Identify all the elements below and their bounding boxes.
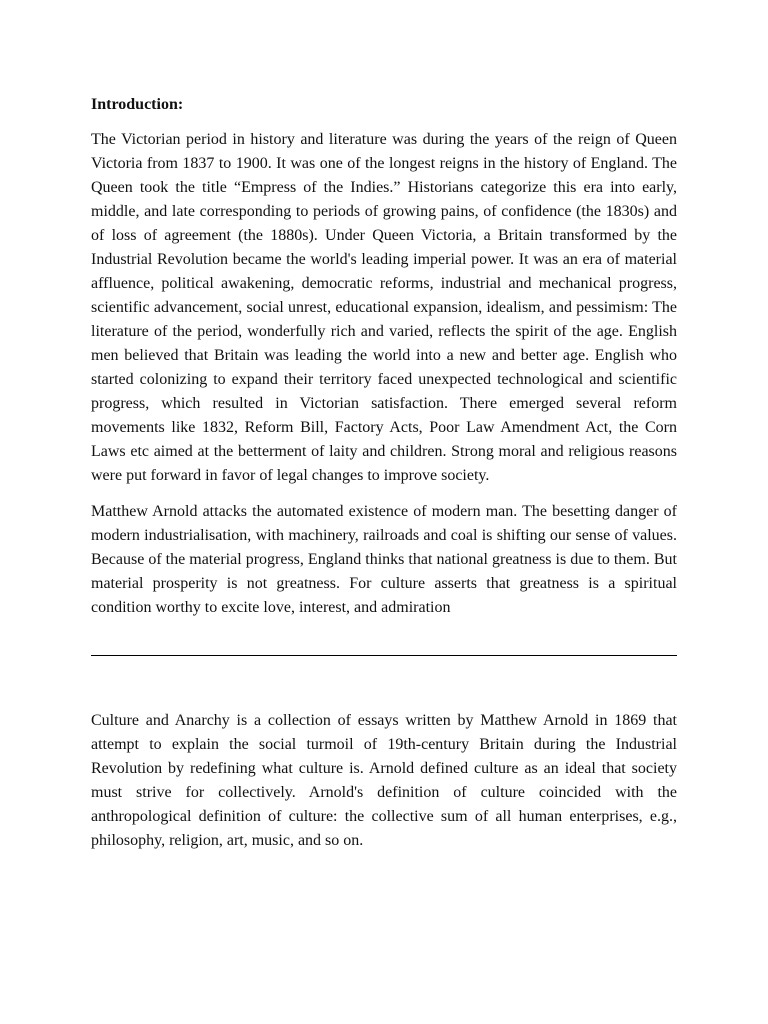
document-page — [91, 93, 677, 865]
paragraph-culture-and-anarchy: Culture and Anarchy is a collection of essays written by Matthew Arnold in 1869 that attempt to explain the social turmoil of 19th-century Britain during the Industrial Revolution by redefining what culture is. Arnold defined culture as an ideal that society must strive for collectively. Arnold's definition of culture coincided with the anthropological definition of culture: the collective sum of all human enterprises, e.g., philosophy, religion, art, music, and so on. — [91, 712, 677, 849]
paragraph-victorian-period: The Victorian period in history and literature was during the years of the reign of Queen Victoria from 1837 to 1900. It was one of the longest reigns in the history of England. The Queen took the title “Empress of the Indies.” Historians categorize this era into early, middle, and late corresponding to periods of growing pains, of confidence (the 1830s) and of loss of agreement (the 1880s). Under Queen Victoria, a Britain transformed by the Industrial Revolution became the world's leading imperial power. It was an era of material affluence, political awakening, democratic reforms, industrial and mechanical progress, scientific advancement, social unrest, educational expansion, idealism, and pessimism: The literature of the period, wonderfully rich and varied, reflects the spirit of the age. English men believed that Britain was leading the world into a new and better age. English who started colonizing to expand their territory faced unexpected technological and scientific progress, which resulted in Victorian satisfaction. There emerged several reform movements like 1832, Reform Bill, Factory Acts, Poor Law Amendment Act, the Corn Laws etc aimed at the betterment of laity and children. Strong moral and religious reasons were put forward in favor of legal changes to improve society. — [91, 131, 677, 484]
paragraph-matthew-arnold: Matthew Arnold attacks the automated existence of modern man. The besetting danger of modern industrialisation, with machinery, railroads and coal is shifting our sense of values. Because of the material progress, England thinks that national greatness is due to them. But material prosperity is not greatness. For culture asserts that greatness is a spiritual condition worthy to excite love, interest, and admiration — [91, 503, 677, 616]
horizontal-divider — [91, 655, 677, 656]
section-heading: Introduction: — [91, 96, 184, 113]
